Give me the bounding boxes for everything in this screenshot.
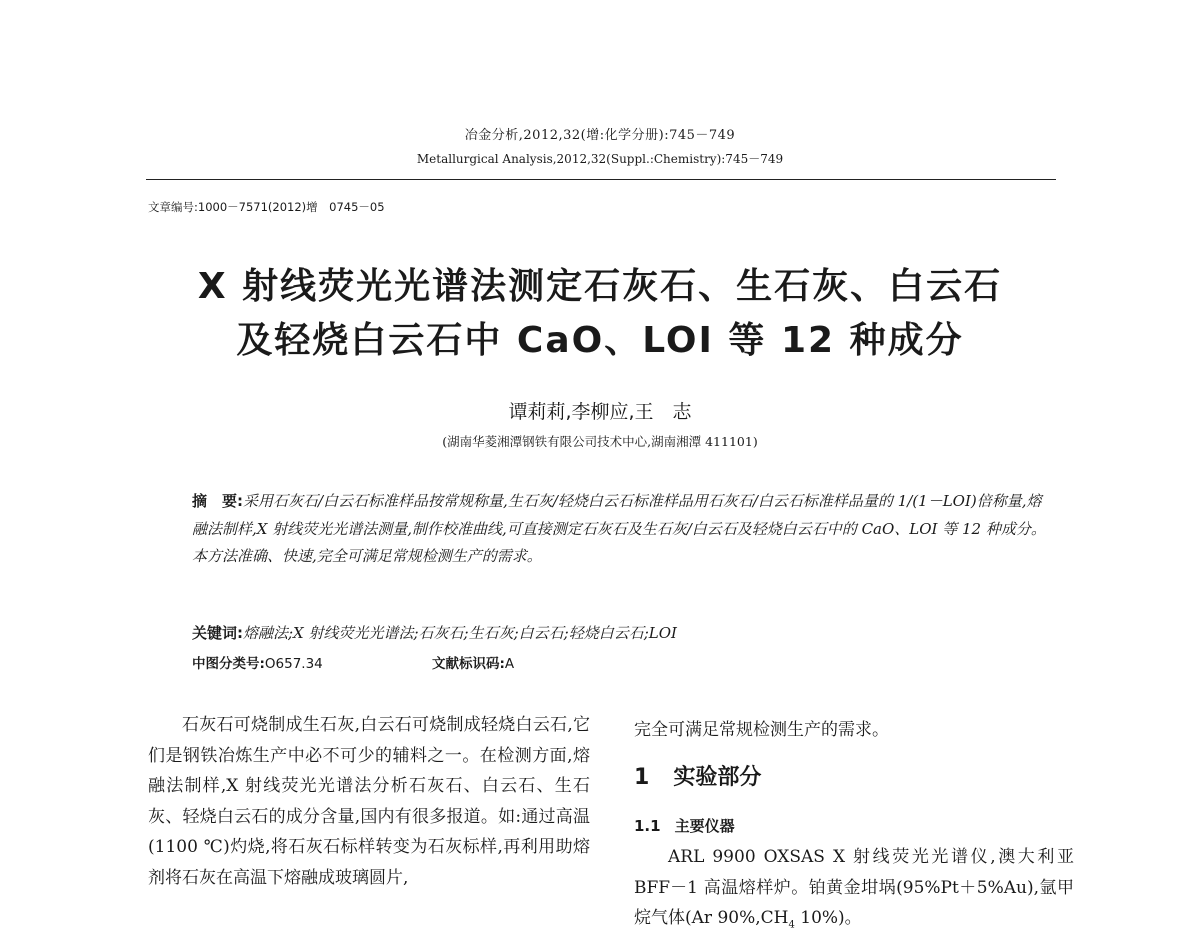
paper-title-line1: X 射线荧光光谱法测定石灰石、生石灰、白云石 (197, 266, 1003, 307)
abstract-label: 摘 要: (192, 492, 243, 510)
subsection-heading-1-1 (634, 815, 735, 836)
doc-code-label: 文献标识码: (432, 656, 505, 672)
doc-code-value: A (504, 656, 515, 672)
article-number: 文章编号:1000－7571(2012)增 0745－05 (148, 200, 385, 214)
clc-value: O657.34 (264, 656, 323, 672)
subscript-4: 4 (788, 919, 795, 931)
left-column (148, 710, 590, 893)
clc-label: 中图分类号: (192, 656, 265, 672)
section-title: 实验部分 (673, 765, 762, 790)
intro-paragraph: 石灰石可烧制成生石灰,白云石可烧制成轻烧白云石,它们是钢铁冶炼生产中必不可少的辅料之一。在检测方面,熔融法制样,X 射线荧光光谱法分析石灰石、白云石、生石灰、轻烧白云石的成分含量,国内有很多报道。如:通过高温(1100 ℃)灼烧,将石灰石标样转变为石灰标样,再利用助熔剂将石灰在高温下熔融成玻璃圆片, (148, 715, 590, 888)
keywords-text: 熔融法;X 射线荧光光谱法;石灰石;生石灰;白云石;轻烧白云石;LOI (243, 624, 677, 642)
right-column (634, 842, 1074, 941)
journal-citation-en: Metallurgical Analysis,2012,32(Suppl.:Chemistry):745－749 (416, 152, 784, 166)
keywords-label: 关键词: (192, 624, 243, 642)
section-number: 1 (634, 765, 650, 790)
abstract-text: 采用石灰石/白云石标准样品按常规称量,生石灰/轻烧白云石标准样品用石灰石/白云石标准样品量的 1/(1－LOI)倍称量,熔融法制样,X 射线荧光光谱法测量,制作校准曲线,可直接测定石灰石及生石灰/白云石及轻烧白云石中的 CaO、LOI 等 12 种成分。本方法准确、快速,完全可满足常规检测生产的需求。 (192, 492, 1046, 565)
paper-title-line2: 及轻烧白云石中 CaO、LOI 等 12 种成分 (236, 320, 964, 361)
keywords (192, 620, 1048, 648)
affiliation: (湖南华菱湘潭钢铁有限公司技术中心,湖南湘潭 411101) (442, 434, 758, 449)
journal-citation-cn: 冶金分析,2012,32(增:化学分册):745－749 (464, 128, 736, 143)
section-heading-1 (634, 760, 761, 791)
instrument-text-end: 10%)。 (794, 908, 862, 928)
abstract (192, 488, 1048, 571)
authors: 谭莉莉,李柳应,王 志 (508, 401, 692, 423)
subsection-title: 主要仪器 (674, 817, 735, 835)
subsection-number: 1.1 (634, 817, 661, 835)
header-rule (146, 179, 1056, 180)
instrument-text: ARL 9900 OXSAS X 射线荧光光谱仪,澳大利亚 BFF－1 高温熔样炉。铂黄金坩埚(95%Pt＋5%Au),氩甲烷气体(Ar 90%,CH (634, 847, 1074, 928)
right-column-continuation: 完全可满足常规检测生产的需求。 (634, 720, 889, 740)
classification-row (192, 652, 515, 672)
document-code (432, 652, 514, 672)
instrument-paragraph (634, 842, 1074, 941)
